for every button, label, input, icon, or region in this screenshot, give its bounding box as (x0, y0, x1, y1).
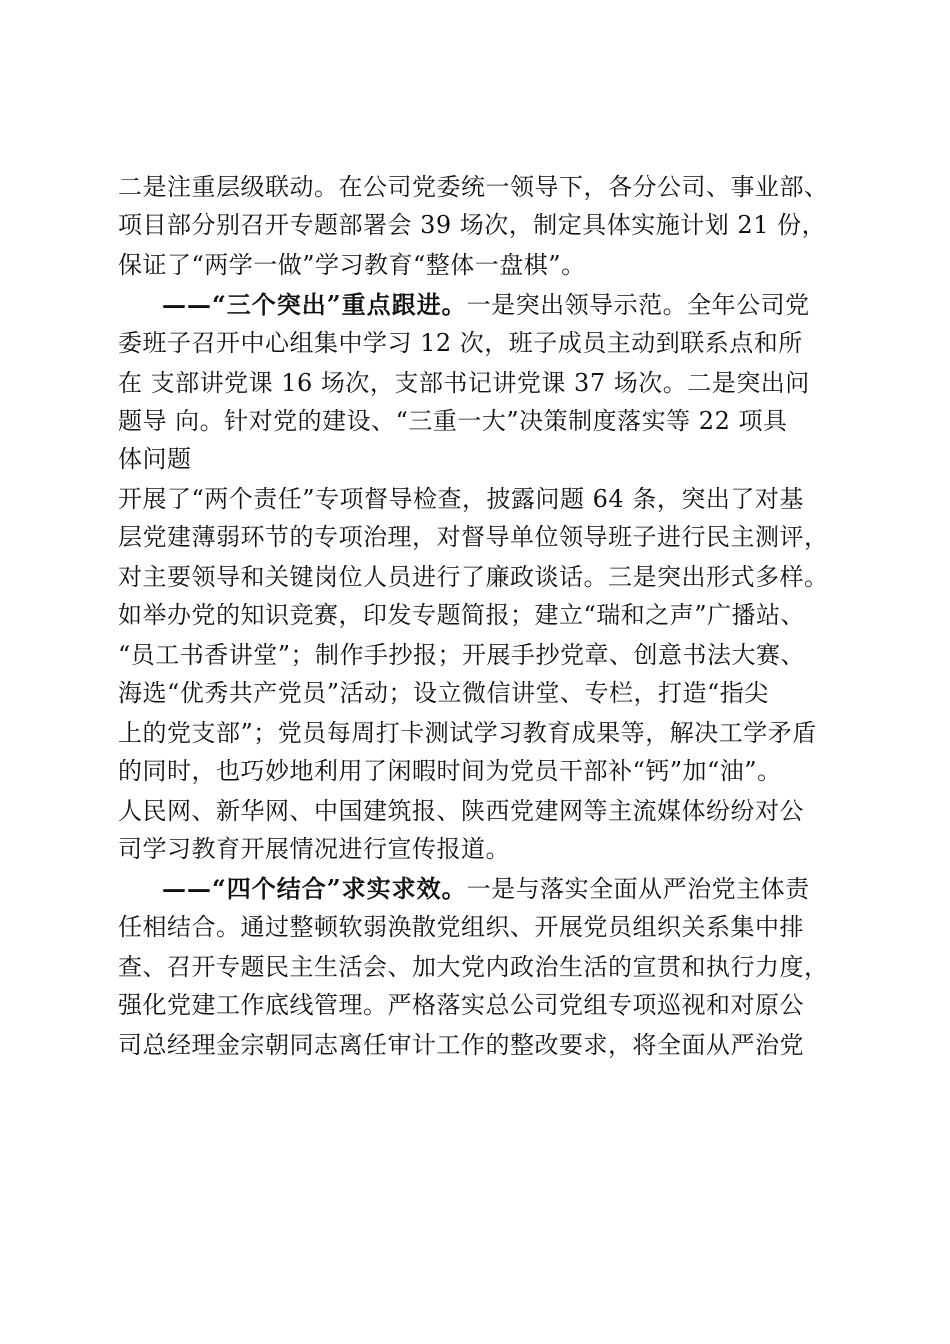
text-line: 在 支部讲党课 16 场次，支部书记讲党课 37 场次。二是突出问 (118, 369, 810, 397)
text-line: 保证了“两学一做”学习教育“整体一盘棋”。 (118, 251, 586, 279)
text-line: 的同时，也巧妙地利用了闲暇时间为党员干部补“钙”加“油”。 (118, 757, 782, 785)
text-run: 一是突出领导示范。全年公司党 (466, 291, 810, 319)
text-line: 司学习教育开展情况进行宣传报道。 (118, 835, 510, 863)
paragraph-heading-line (162, 290, 810, 320)
text-line: 海选“优秀共产党员”活动；设立微信讲堂、专栏，打造“指尖 (118, 679, 769, 707)
text-run: 一是与落实全面从严治党主体责 (466, 875, 810, 903)
text-line: 开展了“两个责任”专项督导检查，披露问题 64 条，突出了对基 (118, 485, 804, 513)
section-heading-three-highlights: ——“三个突出”重点跟进。 (162, 290, 467, 319)
text-line: 任相结合。通过整顿软弱涣散党组织、开展党员组织关系集中排 (118, 913, 804, 941)
text-line: 如举办党的知识竞赛，印发专题简报；建立“瑞和之声”广播站、 (118, 601, 806, 629)
text-line: 上的党支部”；党员每周打卡测试学习教育成果等，解决工学矛盾 (118, 719, 817, 747)
text-line: 对主要领导和关键岗位人员进行了廉政谈话。三是突出形式多样。 (118, 563, 829, 591)
text-line: 查、召开专题民主生活会、加大党内政治生活的宣贯和执行力度， (118, 953, 829, 981)
text-line: 二是注重层级联动。在公司党委统一领导下，各分公司、事业部、 (118, 173, 829, 201)
text-line: 人民网、新华网、中国建筑报、陕西党建网等主流媒体纷纷对公 (118, 797, 804, 825)
text-line: 委班子召开中心组集中学习 12 次，班子成员主动到联系点和所 (118, 329, 803, 357)
text-line: 层党建薄弱环节的专项治理，对督导单位领导班子进行民主测评， (118, 523, 829, 551)
text-line: 体问题 (118, 445, 192, 473)
text-line: 司总经理金宗朝同志离任审计工作的整改要求，将全面从严治党 (118, 1031, 804, 1059)
text-line: 项目部分别召开专题部署会 39 场次，制定具体实施计划 21 份， (118, 211, 827, 239)
text-line: 题导 向。针对党的建设、“三重一大”决策制度落实等 22 项具 (118, 407, 788, 435)
paragraph-heading-line (162, 874, 810, 904)
text-line: 强化党建工作底线管理。严格落实总公司党组专项巡视和对原公 (118, 991, 804, 1019)
section-heading-four-combinations: ——“四个结合”求实求效。 (162, 874, 467, 903)
text-line: “员工书香讲堂”；制作手抄报；开展手抄党章、创意书法大赛、 (118, 641, 806, 669)
